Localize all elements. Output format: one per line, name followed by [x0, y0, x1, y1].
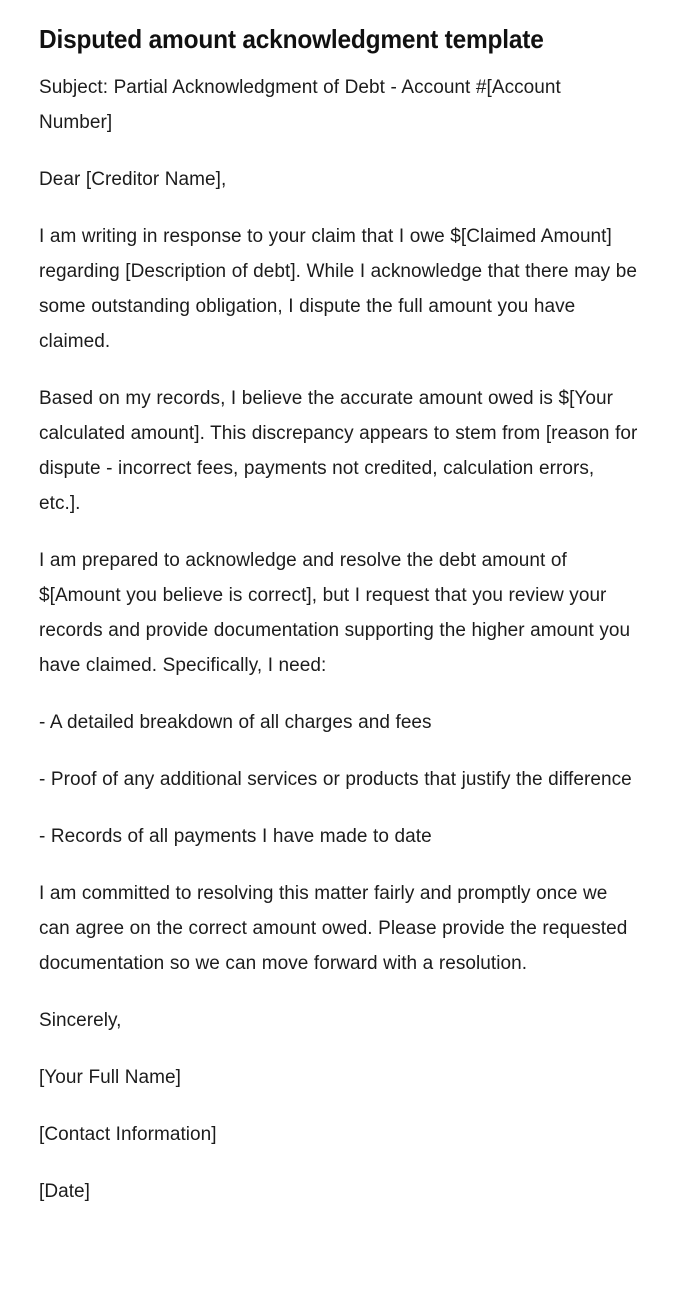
body-paragraph-3: I am prepared to acknowledge and resolve the debt amount of $[Amount you believe is correct], but I request that you review your records and provide documentation supporting the higher amount you have claimed. Specifically, I need:: [39, 550, 631, 676]
page-title: Disputed amount acknowledgment template: [39, 24, 544, 54]
body-paragraph-1: I am writing in response to your claim that I owe $[Claimed Amount] regarding [Description of debt]. While I acknowledge that there may be some outstanding obligation, I dispute the full amount you have claimed.: [39, 226, 637, 352]
document-body: [39, 70, 638, 1209]
body-paragraph-2: Based on my records, I believe the accurate amount owed is $[Your calculated amount]. This discrepancy appears to stem from [reason for dispute - incorrect fees, payments not credited, calculation errors, etc.].: [39, 388, 638, 514]
request-item-1: - A detailed breakdown of all charges and fees: [39, 712, 432, 733]
request-item-3: - Records of all payments I have made to date: [39, 826, 432, 847]
request-item-2: - Proof of any additional services or products that justify the difference: [39, 769, 632, 790]
signature-contact-information: [Contact Information]: [39, 1124, 217, 1145]
signature-full-name: [Your Full Name]: [39, 1067, 182, 1088]
body-paragraph-4: I am committed to resolving this matter fairly and promptly once we can agree on the correct amount owed. Please provide the requested documentation so we can move forward with a resolution.: [39, 883, 628, 974]
closing-salutation: Sincerely,: [39, 1010, 122, 1031]
salutation: Dear [Creditor Name],: [39, 169, 227, 190]
signature-date: [Date]: [39, 1181, 90, 1202]
subject-line: Subject: Partial Acknowledgment of Debt - Account #[Account Number]: [39, 77, 561, 133]
